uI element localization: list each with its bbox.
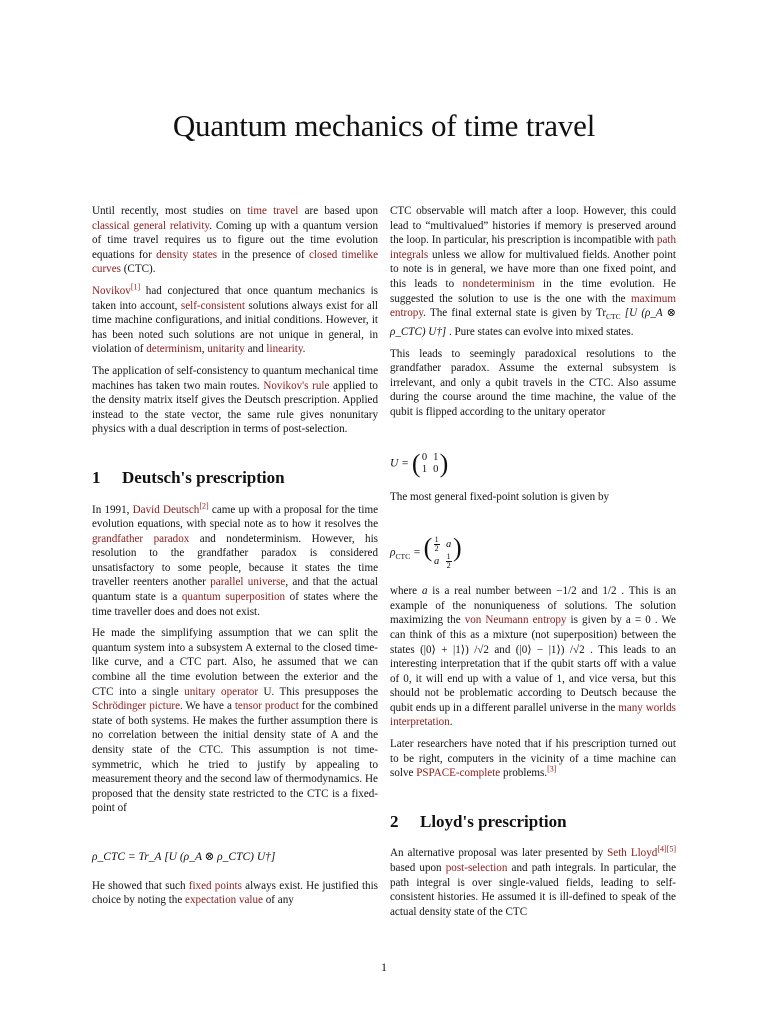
matrix-cell: 0 bbox=[421, 451, 428, 463]
link-seth-lloyd[interactable]: Seth Lloyd bbox=[607, 847, 658, 860]
fraction-half: $\frac{1}{2}$ bbox=[446, 552, 451, 571]
paragraph-fixed-points bbox=[92, 879, 378, 908]
paragraph-assumption bbox=[92, 626, 378, 816]
text: . We have a bbox=[180, 700, 235, 713]
text: In 1991, bbox=[92, 503, 133, 516]
link-novikovs-rule[interactable]: Novikov's rule bbox=[263, 379, 330, 392]
text: in the time evolution. He suggested the solution to use is the one with the bbox=[390, 277, 676, 305]
paragraph-ctc-observable bbox=[390, 204, 676, 340]
section-number: 2 bbox=[390, 811, 399, 831]
link-schrodinger-picture[interactable]: Schrödinger picture bbox=[92, 700, 180, 713]
text: of states where the time traveller does and does not exist. bbox=[92, 591, 378, 618]
text: of any bbox=[262, 894, 294, 907]
section-number: 1 bbox=[92, 467, 101, 487]
link-determinism[interactable]: determinism bbox=[146, 343, 202, 356]
fraction-half: $\frac{1}{2}$ bbox=[434, 535, 439, 554]
subscript: CTC bbox=[395, 552, 411, 562]
text: This leads to seemingly paradoxical resolutions to the grandfather paradox. Assume the external subsystem is irrelevant, and only a qubit travels in the CTC. Also assume during the course around the time machine, the value of the qubit is flipped according to the unitary operator bbox=[390, 347, 676, 418]
link-expectation-value[interactable]: expectation value bbox=[185, 894, 263, 907]
paragraph-real-number bbox=[390, 584, 676, 730]
paragraph-grandfather-resolution bbox=[390, 347, 676, 420]
text: CTC observable will match after a loop. However, this could lead to “multivalued” histories if memory is preserved around the loop. In particular, his prescription is incompatible with bbox=[390, 205, 676, 247]
page-number: 1 bbox=[381, 960, 387, 974]
left-paren: ( bbox=[411, 448, 421, 478]
paragraph-novikov bbox=[92, 284, 378, 357]
link-nondeterminism[interactable]: nondeterminism bbox=[462, 277, 535, 290]
text: (CTC). bbox=[120, 263, 156, 276]
text: The most general fixed-point solution is given by bbox=[390, 490, 610, 503]
text: is given by a = 0 . We can think of this as a mixture (not superposition) between the states (|0⟩ + |1⟩) /√2 and (|0⟩ − |1⟩) /√2 . This leads to an interesting interpretation that if the qubit starts off with a value of 0, it will end up with a value of 1, and vice versa, but this should not be problematic according to Deutsch because the qubit ends up in a different parallel universe in the bbox=[390, 614, 676, 714]
link-self-consistent[interactable]: self-consistent bbox=[180, 299, 245, 312]
section-heading-lloyd bbox=[390, 811, 676, 831]
equals: = bbox=[410, 546, 421, 559]
right-paren: ) bbox=[439, 448, 449, 478]
link-closed-timelike-curves[interactable]: closed timelike curves bbox=[92, 248, 379, 276]
paragraph-general-solution bbox=[390, 490, 676, 505]
citation-4-5[interactable]: [4][5] bbox=[657, 844, 676, 854]
text: in the presence of bbox=[217, 248, 309, 261]
section-title: Lloyd's prescription bbox=[420, 811, 567, 831]
link-many-worlds-interpretation[interactable]: many worlds interpretation bbox=[390, 701, 676, 729]
link-classical-general-relativity[interactable]: classical general relativity bbox=[92, 219, 210, 232]
page-title: Quantum mechanics of time travel bbox=[172, 108, 596, 143]
link-fixed-points[interactable]: fixed points bbox=[188, 879, 242, 892]
text: where bbox=[390, 585, 422, 598]
text: An alternative proposal was later presented by bbox=[390, 847, 608, 860]
text: problems. bbox=[500, 767, 548, 780]
link-pspace-complete[interactable]: PSPACE-complete bbox=[416, 767, 501, 780]
text: , bbox=[201, 343, 208, 356]
section-title: Deutsch's prescription bbox=[122, 467, 285, 487]
paragraph-intro bbox=[92, 204, 378, 277]
equation-rho-ctc bbox=[390, 533, 676, 571]
text: . bbox=[449, 716, 453, 729]
text: . Coming up with a quantum version of time travel requires us to figure out the time evolution equations for bbox=[92, 219, 379, 261]
link-unitary-operator[interactable]: unitary operator bbox=[184, 685, 259, 698]
text: He showed that such bbox=[92, 879, 189, 892]
matrix-u bbox=[411, 448, 449, 478]
left-paren: ( bbox=[423, 533, 433, 563]
matrix-cell: a bbox=[434, 555, 440, 567]
link-parallel-universe[interactable]: parallel universe bbox=[210, 576, 286, 589]
text: and bbox=[244, 343, 267, 356]
citation-3[interactable]: [3] bbox=[547, 764, 557, 774]
link-post-selection[interactable]: post-selection bbox=[445, 862, 508, 875]
equation-lhs: U = bbox=[390, 457, 409, 470]
link-quantum-superposition[interactable]: quantum superposition bbox=[181, 591, 286, 604]
link-david-deutsch[interactable]: David Deutsch bbox=[132, 503, 200, 516]
link-linearity[interactable]: linearity bbox=[266, 343, 303, 356]
citation-2[interactable]: [2] bbox=[199, 500, 209, 510]
matrix-cell: a bbox=[446, 538, 452, 550]
link-novikov[interactable]: Novikov bbox=[92, 284, 131, 297]
link-path-integrals[interactable]: path integrals bbox=[390, 234, 676, 261]
citation-1[interactable]: [1] bbox=[130, 282, 141, 292]
text: are based upon bbox=[298, 205, 379, 217]
text: for the combined state of both systems. He makes the further assumption there is no correlation between the initial density state of A and the density state of the CTC. This assumption is not time-symmetric, which he tried to justify by appealing to measurement theory and the second law of thermodynamics. He proposed that the density state restricted to the CTC is a fixed-point of bbox=[92, 700, 378, 815]
text: . Pure states can evolve into mixed states. bbox=[446, 325, 634, 338]
paragraph-later-researchers bbox=[390, 737, 676, 781]
inline-math: a bbox=[421, 585, 428, 598]
text: The application of self-consistency to quantum mechanical time machines has taken two main routes. bbox=[92, 364, 378, 392]
text: U. This presupposes the bbox=[258, 685, 378, 698]
link-density-states[interactable]: density states bbox=[156, 248, 218, 261]
right-column bbox=[390, 204, 676, 926]
equation-unitary-u bbox=[390, 448, 676, 478]
subscript: CTC bbox=[606, 312, 621, 322]
link-time-travel[interactable]: time travel bbox=[247, 205, 299, 217]
link-tensor-product[interactable]: tensor product bbox=[234, 700, 299, 713]
text: Until recently, most studies on bbox=[92, 205, 248, 217]
equation-lhs: ρ bbox=[390, 546, 396, 559]
section-heading-deutsch bbox=[92, 467, 378, 487]
text: , and that the actual quantum state is a bbox=[92, 576, 378, 604]
text: applied to the density matrix itself gives the Deutsch prescription. Applied instead to the state vector, the same rule gives nonunitary physics with a dual description in terms of post-selection. bbox=[92, 379, 378, 436]
text: and nondeterminism. However, his resolution to the grandfather paradox is considered unsatisfactory to some people, because it states the time traveller reenters another bbox=[92, 532, 378, 589]
matrix-cell: 1 bbox=[433, 451, 439, 463]
right-paren: ) bbox=[452, 533, 462, 563]
text: . bbox=[302, 343, 306, 356]
text: He made the simplifying assumption that we can split the quantum system into a subsystem A external to the closed time-like curve, and a CTC part. Also, he assumed that we can combine all the time evolution between the exterior and the CTC into a single bbox=[92, 627, 378, 698]
paragraph-lloyd bbox=[390, 846, 676, 919]
matrix-cell: 1 bbox=[421, 463, 428, 475]
equation-fixed-point: ρ_CTC = Tr_A [U (ρ_A ⊗ ρ_CTC) U†] bbox=[92, 850, 276, 863]
link-unitarity[interactable]: unitarity bbox=[207, 343, 245, 356]
link-maximum-entropy[interactable]: maximum entropy bbox=[390, 292, 676, 320]
text: came up with a proposal for the time evolution equations, with special note as to how it resolves the bbox=[92, 503, 378, 531]
text: . The final external state is given by Tr bbox=[423, 307, 607, 320]
text: had conjectured that once quantum mechanics is taken into account, bbox=[92, 284, 378, 312]
matrix-cell: 0 bbox=[433, 463, 439, 475]
left-column bbox=[92, 204, 378, 915]
link-grandfather-paradox[interactable]: grandfather paradox bbox=[92, 532, 190, 545]
matrix-rho bbox=[423, 533, 462, 571]
text: is a real number between −1/2 and 1/2 . This is an example of the nonuniqueness of solutions. The solution maximizing the bbox=[390, 585, 677, 627]
link-von-neumann-entropy[interactable]: von Neumann entropy bbox=[464, 614, 567, 627]
paragraph-deutsch-1991 bbox=[92, 500, 378, 620]
text: always exist. He justified this choice by noting the bbox=[92, 879, 378, 907]
text: solutions always exist for all time machine configurations, and initial conditions. However, it has been noted such solutions are not unique in general, in violation of bbox=[92, 299, 379, 356]
text: unless we allow for multivalued fields. Another point to note is in general, we have more than one fixed point, and this leads to bbox=[390, 248, 676, 290]
text: and path integrals. In particular, the path integral is over single-valued fields, leading to self-consistent histories. He assumed it is ill-defined to speak of the actual density state of the CTC bbox=[390, 862, 676, 918]
text: Later researchers have noted that if his prescription turned out to be right, computers in the vicinity of a time machine can solve bbox=[390, 738, 676, 780]
text: based upon bbox=[390, 862, 446, 875]
paragraph-self-consistency bbox=[92, 364, 378, 437]
inline-math: [U (ρ_A ⊗ ρ_CTC) U†] bbox=[390, 307, 676, 338]
